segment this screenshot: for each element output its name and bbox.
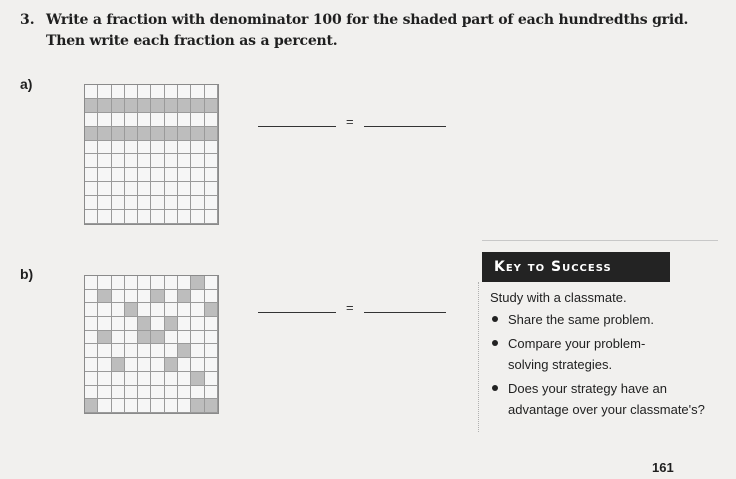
key-item-text: Compare your problem-solving strategies. [508,336,646,372]
grid-cell [165,290,178,304]
grid-cell [125,141,138,155]
grid-cell [138,358,151,372]
list-item [490,309,730,330]
grid-cell [205,210,218,224]
grid-cell-shaded [205,399,218,413]
grid-cell [138,196,151,210]
grid-cell [85,85,98,99]
grid-cell [165,303,178,317]
grid-cell [165,276,178,290]
grid-cell-shaded [178,344,191,358]
grid-cell-shaded [151,331,164,345]
grid-cell [85,276,98,290]
grid-cell-shaded [165,358,178,372]
grid-cell [112,196,125,210]
grid-cell-shaded [98,127,111,141]
grid-cell [165,196,178,210]
key-side-rule [478,282,479,432]
key-to-success-header: Key to Success [482,252,670,282]
grid-cell-shaded [191,276,204,290]
grid-cell [205,182,218,196]
grid-cell [151,210,164,224]
grid-cell-shaded [125,99,138,113]
grid-cell [98,168,111,182]
grid-cell [138,113,151,127]
grid-cell [178,372,191,386]
grid-cell [125,386,138,400]
list-item [490,333,730,375]
grid-cell [205,317,218,331]
grid-cell-shaded [138,331,151,345]
grid-cell [191,358,204,372]
grid-cell [191,113,204,127]
grid-cell [205,331,218,345]
grid-cell [191,85,204,99]
answer-a-percent-blank[interactable] [364,114,446,127]
grid-cell-shaded [178,290,191,304]
grid-cell-shaded [138,317,151,331]
grid-cell [191,331,204,345]
page-number: 161 [652,460,674,475]
grid-cell [98,303,111,317]
grid-cell [112,141,125,155]
grid-cell [205,141,218,155]
key-intro: Study with a classmate. [490,290,627,305]
grid-cell [178,386,191,400]
grid-cell-shaded [191,372,204,386]
grid-cell-shaded [151,127,164,141]
equals-sign: = [346,114,354,129]
key-list [490,309,730,420]
grid-cell [98,358,111,372]
grid-cell [125,276,138,290]
grid-cell [85,210,98,224]
grid-cell [205,276,218,290]
grid-cell [165,113,178,127]
grid-cell [125,290,138,304]
grid-cell [165,386,178,400]
grid-cell [165,399,178,413]
grid-cell [178,399,191,413]
hundredths-grid-a [84,84,219,225]
grid-cell [165,154,178,168]
question-number: 3. [20,12,35,28]
grid-cell-shaded [85,127,98,141]
grid-cell-shaded [178,127,191,141]
grid-cell [85,317,98,331]
grid-cell [205,358,218,372]
grid-cell [191,154,204,168]
grid-cell [178,303,191,317]
grid-cell [205,154,218,168]
grid-cell [125,399,138,413]
grid-cell-shaded [165,99,178,113]
grid-cell [112,386,125,400]
grid-cell [151,386,164,400]
grid-cell-shaded [98,99,111,113]
grid-cell [85,113,98,127]
grid-cell [151,372,164,386]
grid-cell [85,344,98,358]
grid-cell [85,290,98,304]
grid-cell [205,386,218,400]
grid-cell [151,399,164,413]
grid-cell [138,154,151,168]
grid-cell [98,196,111,210]
grid-cell-shaded [191,127,204,141]
grid-cell [138,182,151,196]
grid-cell [165,344,178,358]
grid-cell [138,344,151,358]
grid-cell [151,317,164,331]
grid-cell [125,196,138,210]
grid-cell [205,113,218,127]
grid-cell [112,182,125,196]
grid-cell [191,303,204,317]
grid-cell-shaded [178,99,191,113]
grid-cell [125,168,138,182]
grid-cell [178,141,191,155]
grid-cell [85,141,98,155]
grid-cell-shaded [205,127,218,141]
grid-cell [191,168,204,182]
grid-cell [112,113,125,127]
grid-cell [151,303,164,317]
grid-cell [98,386,111,400]
grid-cell-shaded [191,99,204,113]
answer-b-percent-blank[interactable] [364,300,446,313]
grid-cell [112,154,125,168]
hundredths-grid-b [84,275,219,414]
grid-cell [165,182,178,196]
grid-cell [205,196,218,210]
grid-cell [125,344,138,358]
grid-cell-shaded [138,127,151,141]
grid-cell [125,182,138,196]
grid-cell [138,372,151,386]
grid-cell [151,276,164,290]
grid-cell [98,85,111,99]
grid-cell [98,399,111,413]
grid-cell [138,399,151,413]
answer-b-fraction-blank[interactable] [258,300,336,313]
grid-cell [112,290,125,304]
grid-cell [205,85,218,99]
grid-cell [191,141,204,155]
grid-cell [165,141,178,155]
grid-cell [191,386,204,400]
key-divider-line [482,240,718,241]
grid-cell [191,182,204,196]
grid-cell [151,113,164,127]
grid-cell-shaded [112,127,125,141]
grid-cell-shaded [125,303,138,317]
grid-cell [112,168,125,182]
grid-cell [205,344,218,358]
grid-cell [138,141,151,155]
grid-cell [125,317,138,331]
grid-cell [112,399,125,413]
answer-b [258,300,446,313]
bullet-icon [492,385,498,391]
grid-cell [112,317,125,331]
grid-cell-shaded [112,99,125,113]
grid-cell [112,331,125,345]
grid-cell [85,168,98,182]
question-line-1: Write a fraction with denominator 100 for the shaded part of each hundredths grid. [46,12,689,28]
grid-cell [125,210,138,224]
grid-cell [151,168,164,182]
grid-cell [178,210,191,224]
grid-cell-shaded [85,399,98,413]
grid-cell [151,154,164,168]
bullet-icon [492,340,498,346]
grid-cell-shaded [165,127,178,141]
grid-cell [112,85,125,99]
grid-cell [138,168,151,182]
grid-cell-shaded [138,99,151,113]
grid-cell [151,196,164,210]
grid-cell [85,196,98,210]
grid-cell-shaded [98,331,111,345]
grid-cell [178,182,191,196]
key-item-text: Share the same problem. [508,312,654,327]
grid-cell [191,210,204,224]
grid-cell [178,276,191,290]
grid-cell [112,303,125,317]
grid-cell [85,372,98,386]
grid-cell [191,196,204,210]
grid-cell [125,85,138,99]
grid-cell [178,358,191,372]
list-item [490,378,730,420]
grid-cell [112,276,125,290]
part-a-label: a) [20,76,33,92]
grid-cell-shaded [125,127,138,141]
grid-cell [85,303,98,317]
grid-cell [125,113,138,127]
grid-cell [98,154,111,168]
grid-cell [125,331,138,345]
grid-cell [151,182,164,196]
grid-cell [85,331,98,345]
grid-cell [178,168,191,182]
grid-cell [151,358,164,372]
bullet-icon [492,316,498,322]
answer-a-fraction-blank[interactable] [258,114,336,127]
grid-cell [98,113,111,127]
grid-cell-shaded [85,99,98,113]
grid-cell [98,372,111,386]
grid-cell [178,196,191,210]
grid-cell [151,141,164,155]
grid-cell [125,372,138,386]
grid-cell [98,182,111,196]
equals-sign: = [346,300,354,315]
grid-cell [178,317,191,331]
grid-cell-shaded [112,358,125,372]
grid-cell [165,168,178,182]
grid-cell [85,386,98,400]
grid-cell [191,317,204,331]
grid-cell-shaded [205,303,218,317]
grid-cell [178,331,191,345]
grid-cell [125,154,138,168]
grid-cell-shaded [191,399,204,413]
grid-cell [138,303,151,317]
grid-cell [165,372,178,386]
key-item-text: Does your strategy have an advantage over your classmate's? [508,381,705,417]
grid-cell [98,344,111,358]
grid-cell [191,344,204,358]
grid-cell [138,276,151,290]
grid-cell [178,113,191,127]
grid-cell [165,85,178,99]
grid-cell [125,358,138,372]
grid-cell [191,290,204,304]
grid-cell-shaded [98,290,111,304]
grid-cell [138,210,151,224]
grid-cell [98,141,111,155]
grid-cell [165,331,178,345]
grid-cell [165,210,178,224]
grid-cell [112,344,125,358]
grid-cell [138,386,151,400]
grid-cell [85,154,98,168]
question-line-2: Then write each fraction as a percent. [46,33,338,49]
grid-cell-shaded [205,99,218,113]
grid-cell [151,344,164,358]
grid-cell [205,168,218,182]
grid-cell [138,85,151,99]
grid-cell-shaded [151,290,164,304]
grid-cell [138,290,151,304]
grid-cell [151,85,164,99]
grid-cell [178,154,191,168]
grid-cell [205,372,218,386]
grid-cell [112,210,125,224]
grid-cell [98,317,111,331]
grid-cell [98,276,111,290]
grid-cell [112,372,125,386]
grid-cell [98,210,111,224]
key-to-success-body [490,290,730,423]
part-b-label: b) [20,266,34,282]
grid-cell [178,85,191,99]
grid-cell [205,290,218,304]
grid-cell [85,358,98,372]
grid-cell-shaded [151,99,164,113]
grid-cell [85,182,98,196]
grid-cell-shaded [165,317,178,331]
answer-a [258,114,446,127]
